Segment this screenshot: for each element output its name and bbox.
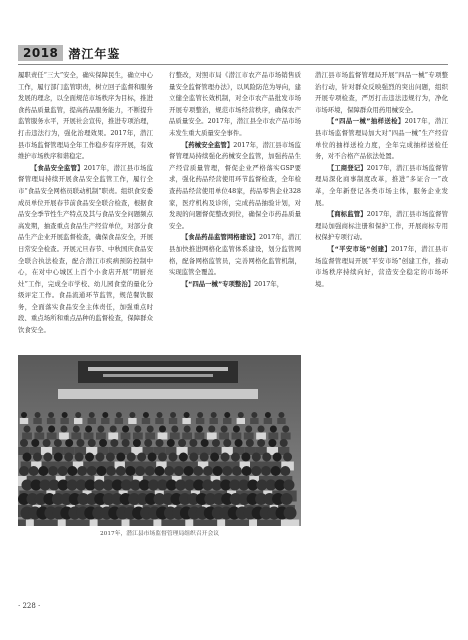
audience-body [281, 433, 291, 440]
audience-head [241, 453, 250, 462]
audience-head [122, 439, 130, 447]
audience-body [210, 418, 218, 424]
section-heading: 【药械安全监管】 [181, 140, 234, 149]
paragraph [169, 140, 301, 233]
audience-head [85, 453, 94, 462]
audience-head [280, 439, 288, 447]
audience-head [21, 412, 27, 418]
audience-head [224, 412, 230, 418]
audience-head [167, 439, 175, 447]
audience-head [102, 412, 108, 418]
paragraph-text: 2017年，潜江县市场监督管理局加大对“四品一械”生产经营单位的抽样送检力度，全年完成抽样送检任务，对不合格产品依法处置。 [315, 117, 448, 161]
header-year: 2018 [18, 45, 63, 61]
audience-head [251, 412, 257, 418]
audience-head [38, 466, 48, 476]
audience-body [145, 433, 155, 440]
audience-head [203, 466, 213, 476]
audience-body [223, 418, 231, 424]
audience-head [257, 439, 265, 447]
audience-head [261, 466, 271, 476]
audience-head [157, 412, 163, 418]
audience-head [235, 439, 243, 447]
audience-body [195, 433, 205, 440]
audience-head [265, 412, 271, 418]
audience-head [223, 439, 231, 447]
audience-head [75, 453, 84, 462]
audience-body [60, 418, 68, 424]
section-heading: 【“四品一械”专项整治】 [181, 279, 255, 288]
paragraph [169, 232, 301, 278]
paragraph [315, 244, 448, 290]
section-heading: 【“四品一械”抽样送检】 [327, 117, 405, 126]
audience-body [71, 433, 81, 440]
text-column-2 [169, 70, 301, 290]
section-heading: 【“平安市场”创建】 [327, 244, 392, 253]
paragraph-text: 2017年，潜江县市场监督管理局持续强化药械安全监管，加强药品生产经营质量管理，督促企业严格落实GSP要求，强化药品经营使用环节监督检查，全年检查药品经营使用单位48家，药品零售企业328家，医疗机构及诊所，完成药品抽验计划，对发现的问题督促整改到位，确保全市药品质量安全。 [169, 140, 301, 230]
audience-head [189, 453, 198, 462]
audience-head [211, 412, 217, 418]
audience-head [89, 412, 95, 418]
audience-head [65, 439, 73, 447]
audience-head [110, 426, 117, 433]
paragraph [315, 209, 448, 244]
audience-head [283, 480, 294, 491]
audience-head [24, 426, 31, 433]
audience-head [171, 426, 178, 433]
audience-head [116, 453, 125, 462]
audience-body [232, 433, 242, 440]
audience-head [271, 466, 281, 476]
paragraph-text: 潜江县市场监督管理局开展“四品一械”专项整治行动，针对群众反映强烈的突出问题，组织开展专项检查，严厉打击违法违规行为，净化市场环境，保障群众用药用械安全。 [315, 71, 448, 114]
paragraph-text: 2017年，潜江县市场监督管理局深化商事制度改革，推进“多证合一”改革，全年新登记各类市场主体，服务企业发展。 [315, 163, 449, 207]
audience-body [256, 433, 266, 440]
audience-body [33, 418, 41, 424]
audience-head [184, 466, 194, 476]
audience-head [48, 466, 58, 476]
audience-head [145, 466, 155, 476]
audience-head [125, 466, 135, 476]
section-heading: 【商标监管】 [327, 210, 367, 219]
audience-head [129, 412, 135, 418]
audience-head [221, 426, 228, 433]
audience-head [64, 453, 73, 462]
audience-head [144, 439, 152, 447]
audience-head [147, 426, 154, 433]
audience-head [156, 439, 164, 447]
audience-head [208, 426, 215, 433]
section-heading: 【工商登记】 [327, 163, 367, 172]
audience-head [35, 412, 41, 418]
audience-body [128, 418, 136, 424]
paragraph [315, 163, 448, 209]
audience-head [95, 453, 104, 462]
meeting-photo-image [18, 355, 301, 526]
audience-head [158, 453, 167, 462]
audience-head [231, 453, 240, 462]
audience-head [19, 466, 29, 476]
audience-head [159, 426, 166, 433]
audience-head [73, 426, 80, 433]
audience-head [87, 466, 97, 476]
paragraph-text: 履职责任“三大”安全，确实保障民生，确立中心工作，履行部门监管职责，树立回子监督和服务发展的理念，以全面规范市场秩序为目标，推进食药品质量监管，提高药品服务能力，不断提升监管服务水平，开展社会宣传，推进专项治理，打击违法行为，强化治理效果。2017年，潜江县市场监督管理局全年工作稳步有序开展，有效维护市场秩序和谐稳定。 [18, 71, 153, 161]
audience-head [29, 466, 39, 476]
audience-head [58, 466, 68, 476]
audience-body [142, 418, 150, 424]
audience-body [22, 433, 32, 440]
photo-caption: 2017年，潜江县市场监督管理局组织召开会议 [99, 531, 220, 537]
audience-head [284, 507, 297, 520]
audience-head [170, 412, 176, 418]
audience-body [207, 433, 217, 440]
paragraph-text: 2017年，潜江县市场监督管理局加强商标注册和保护工作，开展商标专用权保护专项行动。 [315, 210, 449, 242]
audience-head [212, 439, 220, 447]
audience-head [268, 439, 276, 447]
audience-body [108, 433, 118, 440]
audience-head [184, 426, 191, 433]
audience-head [77, 466, 87, 476]
audience-head [36, 426, 43, 433]
audience-head [60, 426, 67, 433]
audience-head [281, 493, 293, 505]
audience-head [133, 439, 141, 447]
audience-head [258, 426, 265, 433]
audience-head [127, 453, 136, 462]
audience-head [270, 426, 277, 433]
audience-head [62, 412, 68, 418]
audience-head [201, 439, 209, 447]
paragraph [169, 70, 301, 140]
audience-body [34, 433, 44, 440]
paragraph-text: 2017年，潜江县加快推进网格化监管体系建设，划分监管网格，配备网格监管员，完善网格化监管机制，实现监管全覆盖。 [169, 233, 301, 277]
audience-head [54, 453, 63, 462]
audience-head [273, 453, 282, 462]
audience-body [47, 418, 55, 424]
audience-head [23, 453, 32, 462]
audience-head [262, 453, 271, 462]
audience-head [54, 439, 62, 447]
audience-body [219, 433, 229, 440]
audience-body [250, 418, 258, 424]
paragraph-text: 2017年，潜江县市场监督管理局开展“平安市场”创建工作，推动市场秩序持续向好，营造安全稳定的市场环境。 [315, 244, 449, 288]
audience-head [122, 426, 129, 433]
audience-body [88, 418, 96, 424]
audience-head [252, 453, 261, 462]
audience-body [96, 433, 106, 440]
header-rule [18, 64, 448, 65]
audience-head [196, 426, 203, 433]
audience-head [99, 439, 107, 447]
audience-body [158, 433, 168, 440]
paragraph [315, 70, 448, 116]
meeting-photo [18, 355, 301, 526]
audience-body [121, 433, 131, 440]
audience-body [155, 418, 163, 424]
audience-body [196, 418, 204, 424]
audience-head [193, 466, 203, 476]
audience-body [281, 520, 299, 527]
paragraph-text: 2017年，潜江县市场监督管理局持续开展食品安全监管工作，履行全市“食品安全网格员联动机制”职责。组织食安委成员单位开展春节前食品安全联合检查，根据食品安全季节性生产特点及其与食品安全问题频点高发期，抽查重点食品生产经营单位，对部分食品生产企业开展监督检查，确保食品安全，开展日常安全检查。开展元旦春节、中秋国庆食品安全联合执法检查，配合潜江市疾病预防控制中心，在对中心城区上百个小食店开展“明厨亮灶”工作，完成全市学校、幼儿园食堂的量化分级评定工作。食品流通环节监管，规范餐饮服务，全面落实食品安全主体责任，加强重点时段、重点场所和重点品种的监督检查，保障群众饮食安全。 [18, 163, 153, 335]
audience-body [264, 418, 272, 424]
audience-head [245, 426, 252, 433]
audience-head [246, 439, 254, 447]
audience-body [182, 418, 190, 424]
audience-body [277, 418, 285, 424]
audience-body [84, 433, 94, 440]
audience-head [106, 453, 115, 462]
running-header [18, 44, 120, 62]
audience-head [222, 466, 232, 476]
audience-body [101, 418, 109, 424]
audience-head [134, 426, 141, 433]
audience-head [280, 466, 290, 476]
paragraph [315, 116, 448, 162]
audience-head [106, 466, 116, 476]
audience-head [210, 453, 219, 462]
audience-body [115, 418, 123, 424]
audience-head [197, 412, 203, 418]
audience-head [88, 439, 96, 447]
audience-head [221, 453, 230, 462]
audience-head [168, 453, 177, 462]
audience-head [148, 453, 157, 462]
audience-head [48, 412, 54, 418]
audience-body [170, 433, 180, 440]
paragraph-text: 行整改，对照市局《潜江市农产品市场销售质量安全监督管理办法》，以风险防范为导向，建立健全监管长效机制，对全市农产品批发市场开展专项整治，规范市场经营秩序，确保农产品质量安全。2017年，潜江县全市农产品市场未发生重大质量安全事件。 [169, 71, 301, 137]
audience-body [47, 433, 57, 440]
audience-head [278, 412, 284, 418]
audience-head [178, 439, 186, 447]
audience-head [97, 426, 104, 433]
header-book-title: 潜江年鉴 [68, 46, 121, 61]
audience-head [85, 426, 92, 433]
audience-head [189, 439, 197, 447]
paragraph [18, 70, 153, 163]
audience-body [182, 433, 192, 440]
audience-head [232, 466, 242, 476]
audience-head [116, 412, 122, 418]
audience-head [75, 412, 81, 418]
audience-head [184, 412, 190, 418]
audience-head [31, 439, 39, 447]
audience-head [43, 453, 52, 462]
page-number: · 228 · [18, 602, 41, 610]
audience-head [283, 453, 292, 462]
audience-head [233, 426, 240, 433]
audience-head [143, 412, 149, 418]
audience-head [43, 439, 51, 447]
audience-head [155, 466, 165, 476]
paragraph-text: 2017年， [254, 279, 284, 288]
audience-head [251, 466, 261, 476]
audience-head [20, 439, 28, 447]
audience-head [200, 453, 209, 462]
audience-head [76, 439, 84, 447]
audience-body [237, 418, 245, 424]
audience-body [59, 433, 69, 440]
audience-body [169, 418, 177, 424]
audience-body [20, 418, 28, 424]
audience-head [96, 466, 106, 476]
audience-head [242, 466, 252, 476]
audience-body [133, 433, 143, 440]
paragraph [18, 163, 153, 337]
audience-head [110, 439, 118, 447]
paragraph [169, 279, 301, 291]
audience-head [48, 426, 55, 433]
audience-head [137, 453, 146, 462]
audience-head [164, 466, 174, 476]
audience-body [74, 418, 82, 424]
audience-body [244, 433, 254, 440]
audience-head [238, 412, 244, 418]
audience-body [268, 433, 278, 440]
audience-head [135, 466, 145, 476]
section-heading: 【食品药品监管网格建设】 [181, 233, 259, 242]
text-column-3 [315, 70, 448, 290]
audience-head [213, 466, 223, 476]
audience-head [116, 466, 126, 476]
audience-head [282, 426, 289, 433]
audience-head [179, 453, 188, 462]
audience-head [33, 453, 42, 462]
audience-head [174, 466, 184, 476]
section-heading: 【食品安全监管】 [30, 163, 84, 172]
audience-head [67, 466, 77, 476]
